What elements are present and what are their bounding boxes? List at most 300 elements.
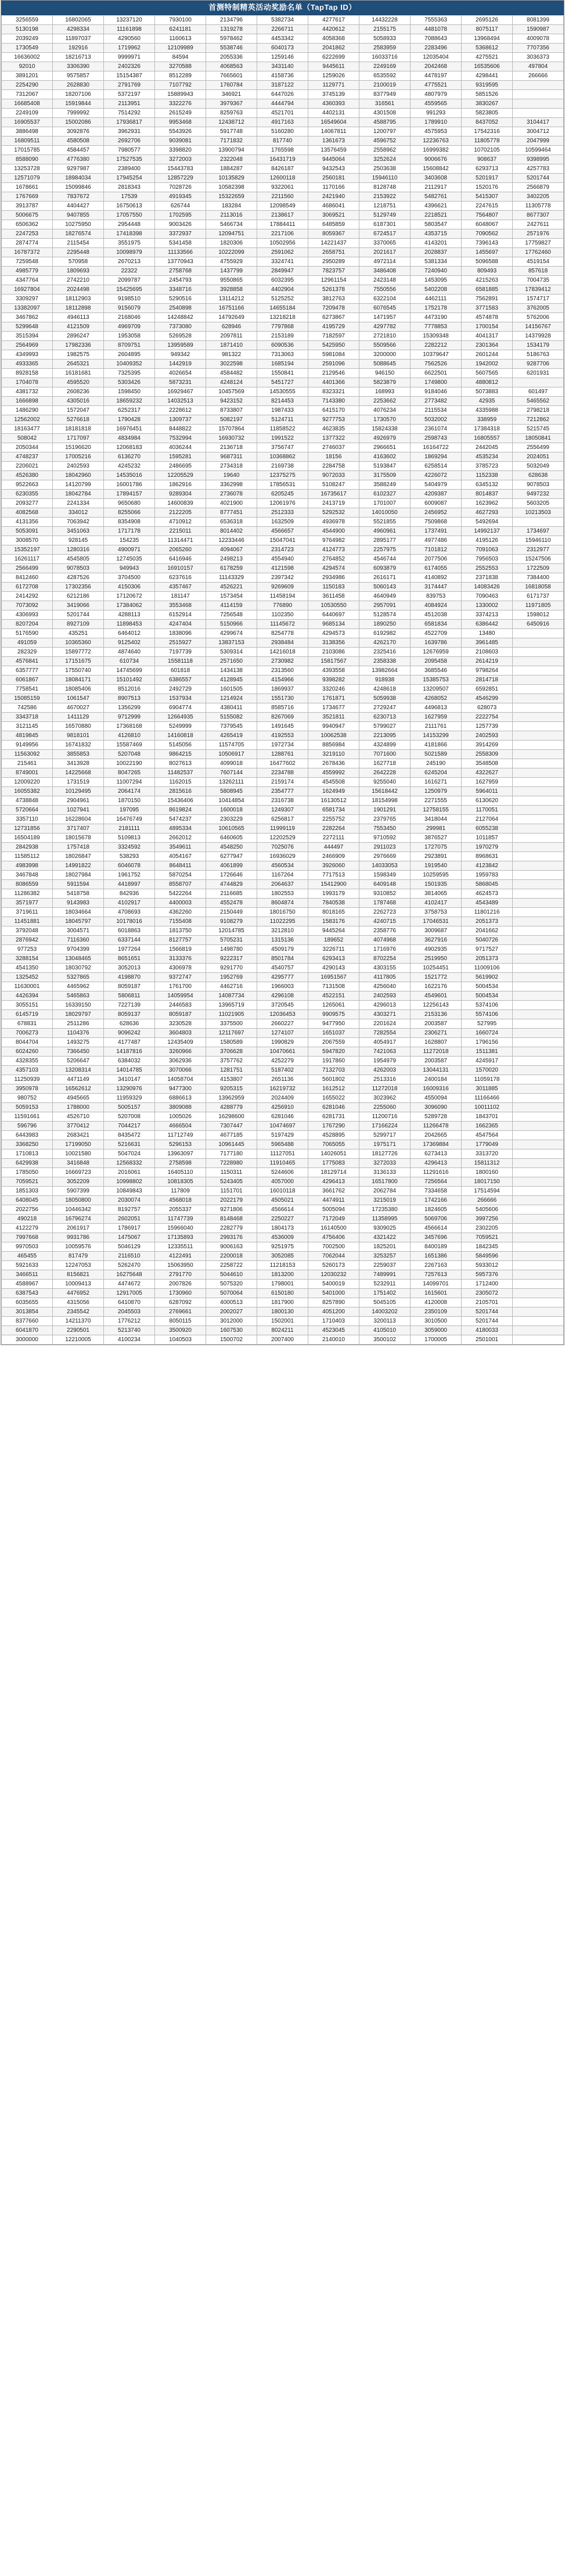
table-cell: 15002086 <box>53 118 104 127</box>
table-cell: 7373080 <box>155 322 206 332</box>
table-cell: 3348716 <box>155 285 206 294</box>
table-cell: 2769661 <box>155 1307 206 1317</box>
table-cell: 3368250 <box>2 1140 53 1149</box>
table-cell: 3200113 <box>359 1317 411 1326</box>
table-cell: 10599464 <box>513 146 564 155</box>
table-cell: 2099787 <box>104 276 155 285</box>
table-row <box>2 16 564 25</box>
table-cell <box>513 713 564 722</box>
table-cell: 11805778 <box>462 136 513 146</box>
table-cell: 1765598 <box>257 146 308 155</box>
table-cell: 5206647 <box>53 1057 104 1066</box>
table-cell: 6429938 <box>2 1159 53 1168</box>
table-cell: 5145056 <box>155 741 206 750</box>
table-row <box>2 815 564 824</box>
table-cell: 6408045 <box>2 1196 53 1205</box>
table-cell: 1871410 <box>206 341 257 350</box>
table-cell: 2379765 <box>359 815 411 824</box>
table-cell: 5276618 <box>53 415 104 425</box>
table-cell: 2628830 <box>53 81 104 90</box>
table-cell: 2642228 <box>359 768 411 778</box>
table-row <box>2 304 564 313</box>
table-cell: 9575857 <box>53 71 104 81</box>
table-cell: 2215011 <box>155 527 206 536</box>
table-cell <box>513 99 564 109</box>
table-cell: 4404427 <box>53 202 104 211</box>
table-cell: 92010 <box>2 62 53 71</box>
table-cell: 1970279 <box>462 843 513 852</box>
table-cell: 678831 <box>2 1019 53 1029</box>
table-cell: 2358338 <box>359 657 411 666</box>
table-cell: 2670213 <box>104 257 155 267</box>
table-cell: 11897037 <box>53 34 104 44</box>
table-cell: 8354908 <box>104 518 155 527</box>
table-cell: 1798001 <box>257 1280 308 1289</box>
table-cell: 918938 <box>359 676 411 685</box>
table-cell: 3052013 <box>104 964 155 973</box>
table-cell: 6237616 <box>155 573 206 583</box>
table-cell: 4481078 <box>411 25 462 34</box>
table-cell: 5232911 <box>359 1280 411 1289</box>
table-cell: 1700154 <box>462 322 513 332</box>
table-cell: 1274107 <box>257 1029 308 1038</box>
table-cell: 1796156 <box>462 1038 513 1047</box>
table-row <box>2 257 564 267</box>
table-cell: 16570880 <box>53 722 104 731</box>
table-cell: 12205529 <box>155 471 206 480</box>
table-cell: 2115454 <box>53 239 104 248</box>
table-cell: 6192982 <box>359 629 411 638</box>
table-cell: 17550740 <box>53 666 104 676</box>
table-cell: 435251 <box>53 629 104 638</box>
table-cell: 4946113 <box>53 313 104 322</box>
table-cell: 5260173 <box>308 1261 359 1270</box>
table-cell: 3403608 <box>411 174 462 183</box>
table-cell: 16033716 <box>359 53 411 62</box>
table-cell: 1884287 <box>206 164 257 174</box>
table-cell <box>513 1215 564 1224</box>
table-cell: 6384032 <box>104 1057 155 1066</box>
table-cell: 1678661 <box>2 183 53 192</box>
table-cell: 5176590 <box>2 629 53 638</box>
table-cell: 490218 <box>2 1215 53 1224</box>
table-cell: 4552478 <box>206 899 257 908</box>
table-cell: 5207048 <box>104 750 155 759</box>
table-cell: 12035404 <box>411 53 462 62</box>
table-cell: 6256817 <box>257 815 308 824</box>
table-cell: 3200000 <box>359 350 411 360</box>
table-row <box>2 443 564 452</box>
table-row <box>2 183 564 192</box>
table-cell: 4566657 <box>257 527 308 536</box>
table-cell: 4900971 <box>104 545 155 555</box>
table-cell: 12014785 <box>206 926 257 936</box>
table-cell: 5619902 <box>462 973 513 982</box>
table-cell: 2249169 <box>359 62 411 71</box>
table-cell: 1616271 <box>411 778 462 787</box>
table-cell <box>513 768 564 778</box>
table-cell: 4396621 <box>411 202 462 211</box>
table-cell: 9712999 <box>104 713 155 722</box>
table-cell: 4306993 <box>2 610 53 620</box>
table-cell: 17057550 <box>104 211 155 220</box>
table-cell: 4275521 <box>462 53 513 62</box>
table-row <box>2 610 564 620</box>
table-cell: 4305016 <box>53 397 104 406</box>
table-cell: 4476952 <box>53 1289 104 1298</box>
table-cell: 5124711 <box>257 415 308 425</box>
table-cell: 18127726 <box>359 1149 411 1159</box>
table-cell: 1551730 <box>257 694 308 703</box>
table-cell: 2371838 <box>462 573 513 583</box>
table-cell: 4150306 <box>104 583 155 592</box>
table-cell: 4180033 <box>462 1326 513 1335</box>
table-cell: 15412900 <box>308 880 359 889</box>
table-cell: 7313063 <box>257 350 308 360</box>
table-cell: 11143329 <box>206 573 257 583</box>
table-cell: 8558707 <box>155 880 206 889</box>
table-cell: 4545805 <box>53 555 104 564</box>
table-cell: 2966651 <box>359 443 411 452</box>
table-cell: 2153922 <box>359 192 411 202</box>
table-cell: 444497 <box>308 843 359 852</box>
table-row <box>2 1001 564 1010</box>
table-cell: 4240715 <box>359 917 411 926</box>
table-row <box>2 676 564 685</box>
table-cell: 5207008 <box>104 1112 155 1122</box>
table-cell: 4624573 <box>462 889 513 899</box>
table-cell: 18084171 <box>53 676 104 685</box>
table-cell: 5401000 <box>308 1289 359 1298</box>
table-cell: 15385753 <box>411 676 462 685</box>
table-cell: 7172049 <box>308 1215 359 1224</box>
table-cell: 628073 <box>462 703 513 713</box>
table-cell: 1486290 <box>2 406 53 415</box>
table-cell: 9269609 <box>257 583 308 592</box>
table-cell: 18207106 <box>53 90 104 99</box>
table-cell: 3785723 <box>462 462 513 471</box>
table-cell: 1309737 <box>155 415 206 425</box>
table-cell: 3174447 <box>411 583 462 592</box>
table-cell: 908637 <box>462 155 513 164</box>
table-cell: 13218218 <box>257 313 308 322</box>
table-cell <box>513 1270 564 1280</box>
table-cell: 5466734 <box>206 220 257 229</box>
table-cell: 4102417 <box>411 899 462 908</box>
table-cell: 14432228 <box>359 16 411 25</box>
table-cell: 16181681 <box>53 369 104 378</box>
table-cell: 4546299 <box>462 694 513 703</box>
table-cell: 2103086 <box>308 648 359 657</box>
table-row <box>2 174 564 183</box>
table-cell: 1250979 <box>411 787 462 796</box>
table-cell: 2934986 <box>308 573 359 583</box>
table-row <box>2 1177 564 1187</box>
table-cell: 1890250 <box>359 620 411 629</box>
table-cell: 5309314 <box>206 648 257 657</box>
table-cell: 3008570 <box>2 536 53 545</box>
table-cell: 4268052 <box>411 694 462 703</box>
table-cell <box>513 1149 564 1159</box>
table-cell: 1639786 <box>411 638 462 648</box>
table-cell: 5509566 <box>359 341 411 350</box>
table-cell: 2692706 <box>104 136 155 146</box>
table-row <box>2 1066 564 1075</box>
table-cell: 1442919 <box>155 360 206 369</box>
table-cell: 5404979 <box>411 480 462 490</box>
table-cell: 2250227 <box>257 1215 308 1224</box>
table-cell: 7240940 <box>411 267 462 276</box>
table-cell: 12109989 <box>155 44 206 53</box>
table-cell: 3418044 <box>411 815 462 824</box>
table-cell: 9864215 <box>155 750 206 759</box>
table-cell: 4418997 <box>104 880 155 889</box>
table-cell: 5603205 <box>513 499 564 508</box>
table-cell: 18029797 <box>53 1010 104 1019</box>
table-cell: 497804 <box>513 62 564 71</box>
table-cell: 5607565 <box>462 369 513 378</box>
table-cell: 17884411 <box>257 220 308 229</box>
table-cell: 4465962 <box>53 982 104 991</box>
table-cell: 1598450 <box>104 387 155 397</box>
table-cell: 13968494 <box>462 34 513 44</box>
table-cell: 6485859 <box>308 220 359 229</box>
table-cell: 6416946 <box>155 555 206 564</box>
table-cell: 1954979 <box>359 1057 411 1066</box>
table-cell: 1537934 <box>155 694 206 703</box>
table-cell: 5058933 <box>359 34 411 44</box>
table-cell: 7366450 <box>53 1047 104 1057</box>
table-cell: 2306271 <box>411 1029 462 1038</box>
table-cell: 9125402 <box>104 638 155 648</box>
table-cell: 4522709 <box>411 629 462 638</box>
table-cell: 5978462 <box>206 34 257 44</box>
table-cell: 4926979 <box>359 434 411 443</box>
table-cell: 9398995 <box>513 155 564 164</box>
table-cell: 4215263 <box>462 276 513 285</box>
table-cell: 4068563 <box>206 62 257 71</box>
table-cell: 4874640 <box>104 648 155 657</box>
table-cell: 1726646 <box>206 871 257 880</box>
table-cell: 1787468 <box>359 899 411 908</box>
table-cell: 2290501 <box>53 1326 104 1335</box>
table-cell: 2283496 <box>411 44 462 53</box>
table-cell <box>513 518 564 527</box>
table-cell: 4051200 <box>308 1307 359 1317</box>
table-cell: 1666898 <box>2 397 53 406</box>
table-cell: 5073883 <box>462 387 513 397</box>
table-cell: 1825201 <box>359 1242 411 1252</box>
table-cell: 1280316 <box>53 545 104 555</box>
table-cell: 16929467 <box>155 387 206 397</box>
table-cell: 3256559 <box>2 16 53 25</box>
table-cell: 1901291 <box>359 806 411 815</box>
table-cell: 2100019 <box>359 81 411 90</box>
table-cell: 3187122 <box>257 81 308 90</box>
table-cell: 2895177 <box>359 536 411 545</box>
table-cell: 16261117 <box>2 555 53 564</box>
table-cell: 16010118 <box>257 1187 308 1196</box>
table-cell: 6287092 <box>155 1298 206 1307</box>
table-row <box>2 341 564 350</box>
table-cell: 8059187 <box>104 982 155 991</box>
table-cell: 7607144 <box>206 768 257 778</box>
table-cell: 7778853 <box>411 322 462 332</box>
table-cell: 4287526 <box>53 573 104 583</box>
table-cell <box>513 722 564 731</box>
table-cell: 1752178 <box>411 304 462 313</box>
table-cell: 3950978 <box>2 1084 53 1094</box>
table-cell: 9319595 <box>462 81 513 90</box>
table-cell: 4296108 <box>257 991 308 1001</box>
table-cell: 2571976 <box>513 229 564 239</box>
table-cell: 3419066 <box>53 601 104 610</box>
table-cell: 17539 <box>104 192 155 202</box>
table-cell: 8377949 <box>359 90 411 99</box>
table-cell: 14991822 <box>53 861 104 871</box>
table-cell: 17762460 <box>513 248 564 257</box>
table-cell: 7228980 <box>206 1159 257 1168</box>
table-cell: 1573454 <box>206 592 257 601</box>
table-cell <box>513 685 564 694</box>
table-cell: 2138617 <box>257 211 308 220</box>
table-cell: 10470661 <box>257 1047 308 1057</box>
table-cell: 6212186 <box>53 592 104 601</box>
table-cell: 5004534 <box>462 982 513 991</box>
table-cell: 2564969 <box>2 341 53 350</box>
table-row <box>2 44 564 53</box>
table-cell: 8156821 <box>53 1270 104 1280</box>
table-cell: 10409352 <box>104 360 155 369</box>
table-cell: 14745699 <box>104 666 155 676</box>
table-row <box>2 964 564 973</box>
table-cell: 2591062 <box>257 248 308 257</box>
table-cell: 4748237 <box>2 452 53 462</box>
table-cell: 10022190 <box>104 759 155 768</box>
table-cell: 4321422 <box>359 1233 411 1242</box>
table-row <box>2 1122 564 1131</box>
table-row <box>2 99 564 109</box>
table-cell: 980752 <box>2 1094 53 1103</box>
table-cell: 16504189 <box>2 833 53 843</box>
table-cell: 2030074 <box>104 1196 155 1205</box>
table-cell: 2566499 <box>2 564 53 573</box>
table-cell: 9198510 <box>104 294 155 304</box>
table-cell: 5474237 <box>155 815 206 824</box>
table-cell: 949943 <box>104 564 155 573</box>
table-cell: 3830267 <box>462 99 513 109</box>
table-cell: 6357777 <box>2 666 53 676</box>
table-cell: 5088645 <box>359 360 411 369</box>
table-cell: 5290516 <box>155 294 206 304</box>
table-row <box>2 601 564 610</box>
table-cell: 13290976 <box>104 1084 155 1094</box>
table-cell: 17235380 <box>359 1205 411 1215</box>
table-row <box>2 1252 564 1261</box>
table-cell: 2301364 <box>462 341 513 350</box>
table-cell: 1749800 <box>411 378 462 387</box>
table-cell: 1200797 <box>359 127 411 136</box>
table-cell: 1701007 <box>359 499 411 508</box>
table-cell: 4807979 <box>411 90 462 99</box>
table-cell: 17368168 <box>104 722 155 731</box>
table-cell: 1005026 <box>155 1112 206 1122</box>
table-cell: 1737491 <box>411 527 462 536</box>
table-cell: 3013854 <box>2 1307 53 1317</box>
table-cell: 14153299 <box>411 731 462 741</box>
table-cell: 16009316 <box>411 1084 462 1094</box>
table-row <box>2 722 564 731</box>
table-cell: 16517800 <box>359 1177 411 1187</box>
table-cell: 6536318 <box>206 518 257 527</box>
table-cell: 10849843 <box>104 1187 155 1196</box>
table-cell: 4298334 <box>53 25 104 34</box>
table-cell: 3288154 <box>2 954 53 964</box>
table-cell: 18050841 <box>513 434 564 443</box>
table-cell: 3398820 <box>155 146 206 155</box>
table-cell: 13900794 <box>206 146 257 155</box>
table-cell: 2282779 <box>206 1224 257 1233</box>
table-cell <box>513 852 564 861</box>
table-cell: 2608236 <box>53 387 104 397</box>
table-cell: 4009078 <box>513 34 564 44</box>
table-cell: 5400019 <box>308 1280 359 1289</box>
table-cell: 3891201 <box>2 71 53 81</box>
table-cell: 4574878 <box>462 313 513 322</box>
table-cell: 8047265 <box>104 768 155 778</box>
table-cell: 527995 <box>462 1019 513 1029</box>
table-cell: 628638 <box>513 471 564 480</box>
table-cell: 4084924 <box>411 601 462 610</box>
table-cell <box>513 1261 564 1270</box>
table-cell: 17839412 <box>513 285 564 294</box>
table-cell: 2598743 <box>411 434 462 443</box>
table-cell: 4057000 <box>257 1177 308 1187</box>
table-cell: 14600839 <box>155 499 206 508</box>
table-cell: 14087734 <box>206 991 257 1001</box>
table-cell: 7325395 <box>104 369 155 378</box>
table-row <box>2 945 564 954</box>
table-cell: 12375275 <box>257 471 308 480</box>
table-cell: 5849596 <box>462 1252 513 1261</box>
table-cell <box>513 1317 564 1326</box>
table-cell: 2662012 <box>155 833 206 843</box>
table-cell: 4834984 <box>104 434 155 443</box>
table-cell: 10368862 <box>257 452 308 462</box>
table-cell: 17945254 <box>104 174 155 183</box>
table-cell: 10530550 <box>308 601 359 610</box>
table-cell: 3226711 <box>308 945 359 954</box>
table-cell: 13253728 <box>2 164 53 174</box>
table-cell: 1160613 <box>155 34 206 44</box>
table-row <box>2 666 564 676</box>
table-cell: 11712749 <box>155 1131 206 1140</box>
table-cell: 3104417 <box>513 118 564 127</box>
table-cell: 2140010 <box>308 1335 359 1345</box>
table-row <box>2 694 564 703</box>
table-cell <box>513 703 564 713</box>
table-cell: 9953468 <box>155 118 206 127</box>
table-cell: 2764852 <box>308 555 359 564</box>
table-cell: 4100234 <box>104 1335 155 1345</box>
table-cell: 4535234 <box>462 452 513 462</box>
table-cell: 18659232 <box>104 397 155 406</box>
table-cell: 84594 <box>155 53 206 62</box>
table-cell <box>513 815 564 824</box>
table-cell: 7131508 <box>308 982 359 991</box>
table-cell: 8400189 <box>411 1242 462 1252</box>
table-cell: 2350109 <box>411 1307 462 1317</box>
